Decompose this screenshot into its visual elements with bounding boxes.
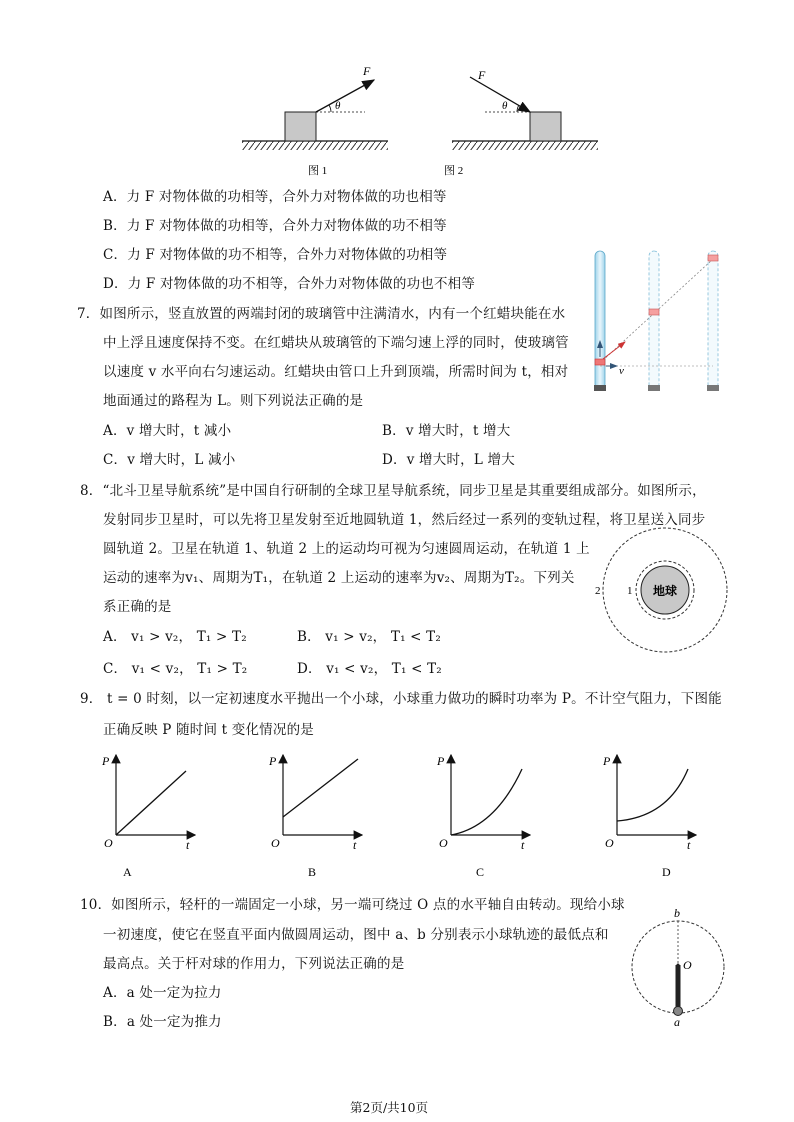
caption-fig1: 图 1 — [308, 165, 328, 177]
q10-figure — [628, 905, 728, 1030]
glass-tube-3 — [708, 251, 718, 389]
wax-block-3 — [708, 255, 718, 261]
q10-pivot — [677, 964, 680, 967]
q8-option-c: C． v₁ < v₂， T₁ > T₂ — [103, 661, 248, 677]
graph-c — [436, 754, 530, 879]
graph-d-y-label: P — [603, 754, 611, 768]
q7-line-4: 地面通过的路程为 L。则下列说法正确的是 — [103, 393, 364, 409]
graph-b-origin: O — [271, 836, 280, 850]
q6-option-a: A．力 F 对物体做的功相等，合外力对物体做的功也相等 — [103, 189, 447, 205]
q8-option-d: D． v₁ < v₂， T₁ < T₂ — [297, 661, 442, 677]
q9-graphs — [90, 745, 710, 885]
q7-line-1: 7．如图所示，竖直放置的两端封闭的玻璃管中注满清水，内有一个红蜡块能在水 — [77, 306, 566, 322]
q8-option-a: A． v₁ > v₂， T₁ > T₂ — [103, 629, 247, 645]
block-fig1 — [285, 112, 316, 141]
q6-option-c: C．力 F 对物体做的功不相等，合外力对物体做的功相等 — [103, 247, 448, 263]
q7-v-label: v — [619, 365, 624, 377]
theta-label-fig1: θ — [335, 100, 341, 112]
graph-a-x-label: t — [186, 838, 190, 852]
q7-option-c: C．v 增大时，L 减小 — [103, 452, 236, 468]
earth-label: 地球 — [653, 584, 678, 598]
page-number: 第2页/共10页 — [350, 1100, 429, 1115]
q6-option-b: B．力 F 对物体做的功相等，合外力对物体做的功不相等 — [103, 218, 447, 234]
f-label-fig1: F — [363, 64, 371, 78]
q7-figure — [585, 245, 725, 400]
q8-line-3: 圆轨道 2。卫星在轨道 1、轨道 2 上的运动均可视为匀速圆周运动，在轨道 1 上 — [103, 541, 590, 557]
graph-c-x-label: t — [521, 838, 525, 852]
graph-c-origin: O — [439, 836, 448, 850]
q7-option-d: D．v 增大时，L 增大 — [382, 452, 515, 468]
q8-figure — [590, 525, 740, 655]
theta-label-fig2: θ — [502, 100, 508, 112]
block-fig2 — [530, 112, 561, 141]
f-label-fig2: F — [478, 68, 486, 82]
graph-c-y-label: P — [437, 754, 445, 768]
graph-b-label: B — [308, 865, 317, 879]
force-arrow-fig1 — [316, 80, 374, 112]
orbit-1-label: 1 — [627, 585, 633, 597]
q6-option-d: D．力 F 对物体做的功不相等，合外力对物体做的功也不相等 — [103, 276, 476, 292]
graph-b — [268, 754, 362, 879]
fig2 — [444, 68, 598, 177]
orbit-2-label: 2 — [595, 585, 601, 597]
wax-block-2 — [649, 309, 659, 315]
fig1 — [242, 64, 388, 177]
graph-d-curve — [617, 769, 688, 821]
graph-d-label: D — [662, 865, 671, 879]
q7-option-b: B．v 增大时，t 增大 — [382, 423, 511, 439]
q10-rod — [676, 965, 681, 1011]
q7-line-3: 以速度 v 水平向右匀速运动。红蜡块由管口上升到顶端，所需时间为 t，相对 — [103, 364, 569, 380]
q10-line-1: 10．如图所示，轻杆的一端固定一小球，另一端可绕过 O 点的水平轴自由转动。现给小球 — [80, 897, 625, 913]
q8-line-5: 系正确的是 — [103, 599, 172, 615]
graph-c-curve — [451, 769, 522, 835]
glass-tube-2 — [649, 251, 659, 389]
q10-label-a: a — [674, 1015, 680, 1029]
force-arrow-fig2 — [470, 77, 530, 112]
wax-block-1 — [595, 359, 605, 365]
q10-option-b: B．a 处一定为推力 — [103, 1014, 222, 1030]
q9-line-1: 9． t = 0 时刻，以一定初速度水平抛出一个小球，小球重力做功的瞬时功率为 P。不计空气阻力，下图能 — [80, 691, 722, 707]
graph-b-curve — [283, 759, 358, 817]
graph-d-origin: O — [605, 836, 614, 850]
caption-fig2: 图 2 — [444, 165, 464, 177]
q8-option-b: B． v₁ > v₂， T₁ < T₂ — [297, 629, 442, 645]
graph-a-origin: O — [104, 836, 113, 850]
graph-b-x-label: t — [353, 838, 357, 852]
q8-line-1: 8．“北斗卫星导航系统”是中国自行研制的全球卫星导航系统，同步卫星是其重要组成部分。如图所示， — [80, 483, 706, 499]
q7-line-2: 中上浮且速度保持不变。在红蜡块从玻璃管的下端匀速上浮的同时，使玻璃管 — [103, 335, 569, 351]
glass-tube-1 — [595, 251, 605, 389]
graph-a-label: A — [123, 865, 132, 879]
graph-a — [101, 754, 195, 879]
graph-d — [602, 754, 696, 879]
q7-option-a: A．v 增大时，t 减小 — [103, 423, 232, 439]
graph-b-y-label: P — [269, 754, 277, 768]
q9-line-2: 正确反映 P 随时间 t 变化情况的是 — [103, 722, 314, 738]
q8-line-2: 发射同步卫星时，可以先将卫星发射至近地圆轨道 1，然后经过一系列的变轨过程，将卫星送入同步 — [103, 512, 706, 528]
graph-a-y-label: P — [102, 754, 110, 768]
graph-a-curve — [116, 771, 186, 835]
q10-option-a: A．a 处一定为拉力 — [103, 985, 222, 1001]
q10-line-3: 最高点。关于杆对球的作用力，下列说法正确的是 — [103, 956, 405, 972]
q10-label-o: O — [683, 958, 692, 972]
q10-line-2: 一初速度，使它在竖直平面内做圆周运动，图中 a、b 分别表示小球轨迹的最低点和 — [103, 927, 609, 943]
q10-label-b: b — [674, 906, 680, 920]
q6-figure — [230, 55, 610, 185]
graph-c-label: C — [476, 865, 485, 879]
graph-d-x-label: t — [687, 838, 691, 852]
q8-line-4: 运动的速率为v₁、周期为T₁，在轨道 2 上运动的速率为v₂、周期为T₂。下列关 — [103, 570, 575, 586]
